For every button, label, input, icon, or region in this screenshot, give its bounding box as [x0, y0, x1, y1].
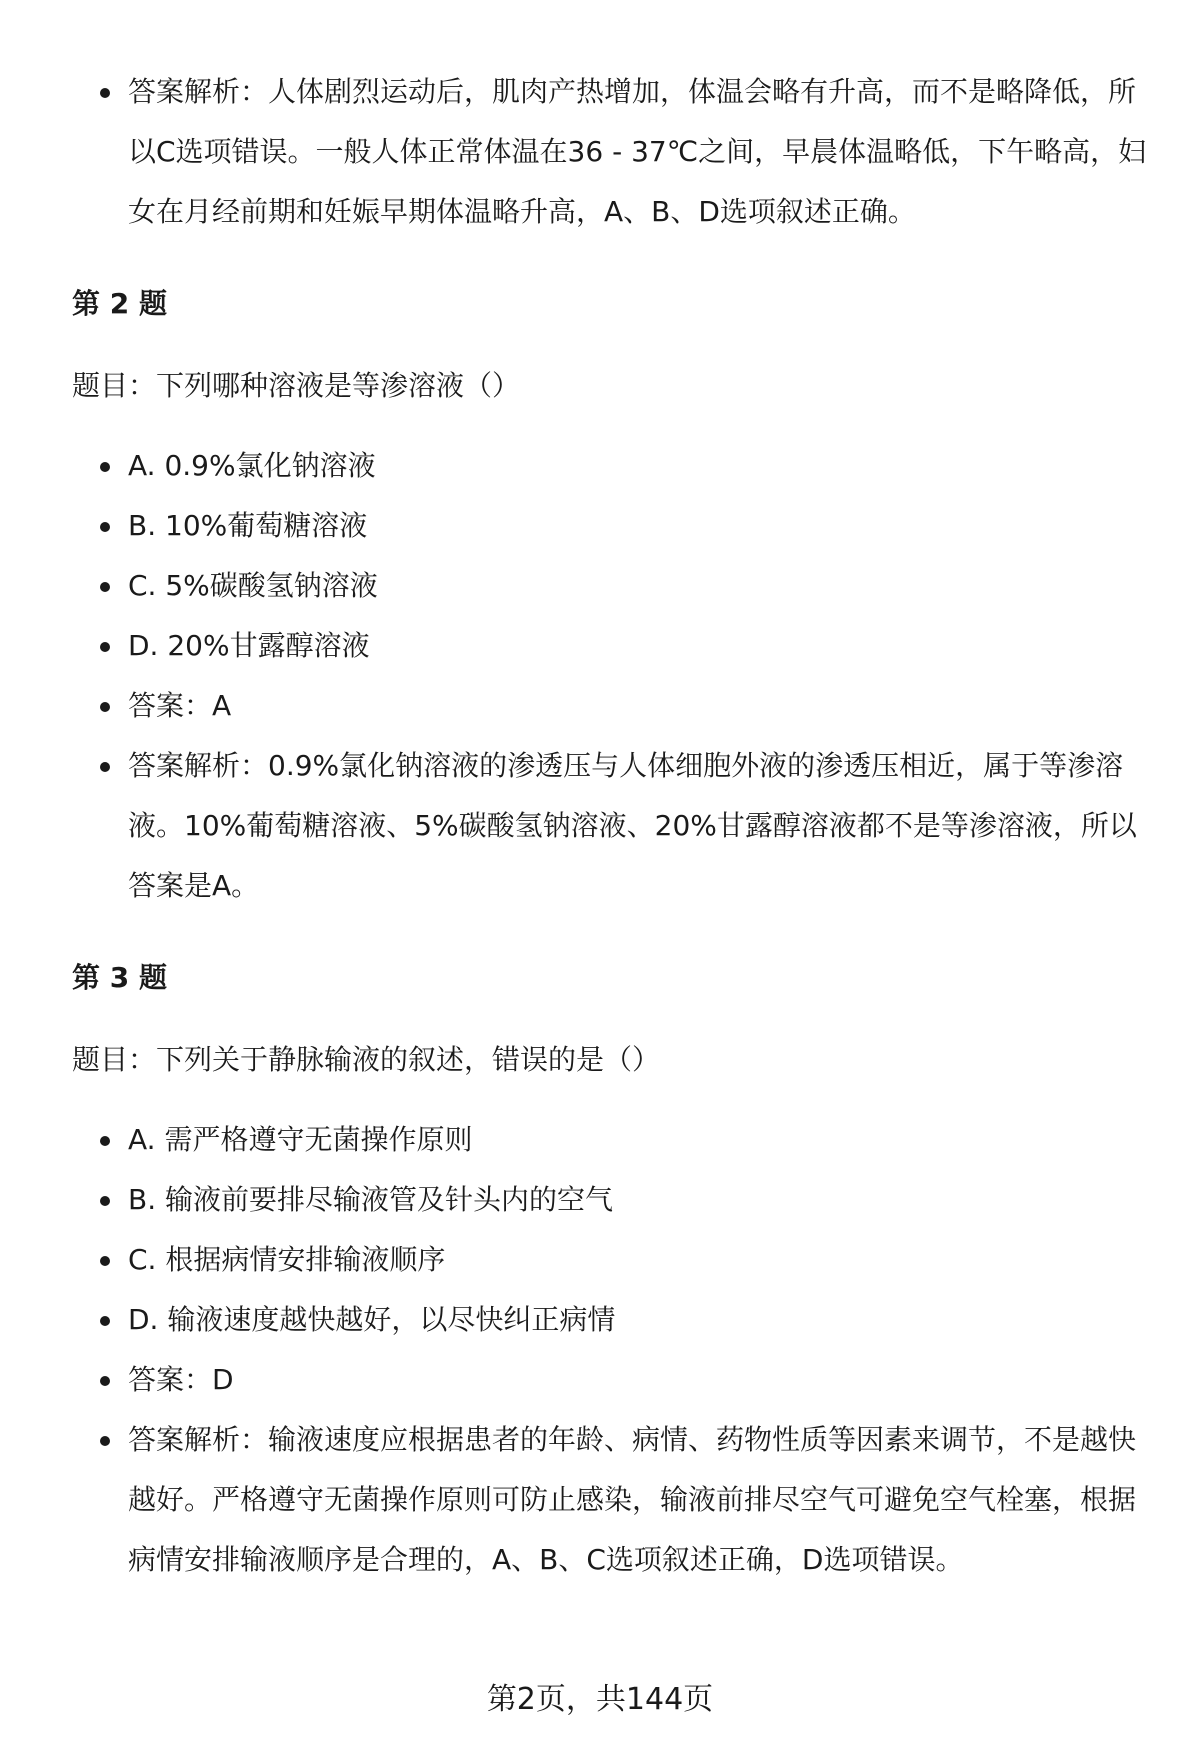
q3-option-b: B. 输液前要排尽输液管及针头内的空气 [72, 1170, 1152, 1230]
q2-option-c: C. 5%碳酸氢钠溶液 [72, 556, 1152, 616]
q3-analysis: 答案解析：输液速度应根据患者的年龄、病情、药物性质等因素来调节，不是越快越好。严格遵守无菌操作原则可防止感染，输液前排尽空气可避免空气栓塞，根据病情安排输液顺序是合理的，A、B、C选项叙述正确，D选项错误。 [72, 1410, 1152, 1590]
q2-list [72, 436, 1152, 916]
q2-option-b: B. 10%葡萄糖溶液 [72, 496, 1152, 556]
page-footer: 第2页，共144页 [486, 1682, 714, 1717]
q3-option-d: D. 输液速度越快越好，以尽快纠正病情 [72, 1290, 1152, 1350]
q2-analysis: 答案解析：0.9%氯化钠溶液的渗透压与人体细胞外液的渗透压相近，属于等渗溶液。10%葡萄糖溶液、5%碳酸氢钠溶液、20%甘露醇溶液都不是等渗溶液，所以答案是A。 [72, 736, 1152, 916]
q3-list [72, 1110, 1152, 1590]
q3-option-a: A. 需严格遵守无菌操作原则 [72, 1110, 1152, 1170]
q3-option-c: C. 根据病情安排输液顺序 [72, 1230, 1152, 1290]
page-content [72, 62, 1152, 1590]
q1-analysis: 答案解析：人体剧烈运动后，肌肉产热增加，体温会略有升高，而不是略降低，所以C选项错误。一般人体正常体温在36 - 37℃之间，早晨体温略低，下午略高，妇女在月经前期和妊娠早期体温略升高，A、B、D选项叙述正确。 [72, 62, 1152, 242]
q2-answer: 答案：A [72, 676, 1152, 736]
q2-heading: 第 2 题 [72, 287, 167, 320]
q2-option-d: D. 20%甘露醇溶液 [72, 616, 1152, 676]
q1-list [72, 62, 1152, 242]
q2-stem: 题目：下列哪种溶液是等渗溶液（） [72, 369, 521, 402]
q2-option-a: A. 0.9%氯化钠溶液 [72, 436, 1152, 496]
q3-answer: 答案：D [72, 1350, 1152, 1410]
q3-stem: 题目：下列关于静脉输液的叙述，错误的是（） [72, 1043, 661, 1076]
q3-heading: 第 3 题 [72, 961, 167, 994]
